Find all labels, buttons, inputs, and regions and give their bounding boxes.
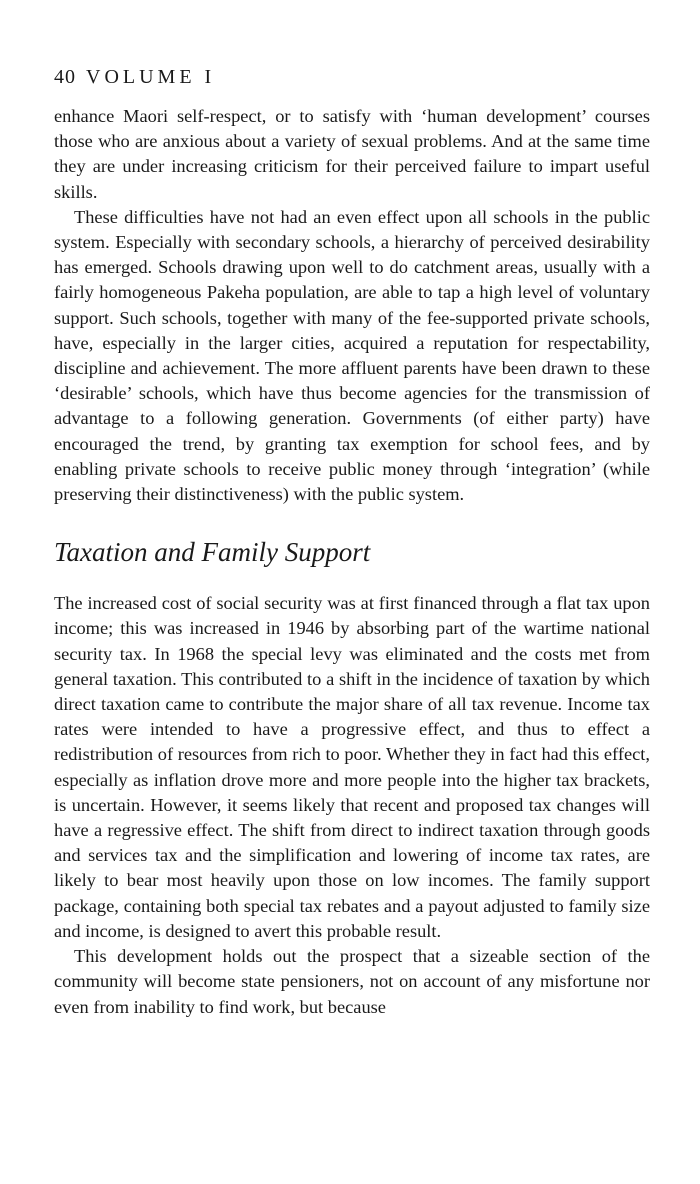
page-number: 40 [54, 66, 76, 88]
paragraph-continued: enhance Maori self-respect, or to satisfy with ‘human development’ courses those who are anxious about a variety of sexual problems. And at the same time they are under increasing criticism for their perceived failure to impart useful skills. [54, 106, 650, 202]
paragraph-development: This development holds out the prospect that a sizeable section of the community will become state pensioners, not on account of any misfortune nor even from inability to find work, but because [54, 946, 650, 1017]
body-text [54, 104, 650, 1020]
section-heading: Taxation and Family Support [54, 537, 371, 568]
volume-label: VOLUME I [86, 66, 216, 88]
paragraph-schools: These difficulties have not had an even effect upon all schools in the public system. Especially with secondary schools, a hierarchy of perceived desirability has emerged. Schools drawing upon well to do catchment areas, usually with a fairly homogeneous Pakeha population, are able to tap a high level of voluntary support. Such schools, together with many of the fee-supported private schools, have, especially in the larger cities, acquired a reputation for respectability, discipline and achievement. The more affluent parents have been drawn to these ‘desirable’ schools, which have thus become agencies for the transmission of advantage to a following generation. Governments (of either party) have encouraged the trend, by granting tax exemption for school fees, and by enabling private schools to receive public money through ‘integration’ (while preserving their distinctiveness) with the public system. [54, 206, 650, 505]
paragraph-taxation: The increased cost of social security was at first financed through a flat tax upon income; this was increased in 1946 by absorbing part of the wartime national security tax. In 1968 the special levy was eliminated and the costs met from general taxation. This contributed to a shift in the incidence of taxation by which direct taxation came to contribute the major share of all tax revenue. Income tax rates were intended to have a progressive effect, and thus to effect a redistribution of resources from rich to poor. Whether they in fact had this effect, especially as inflation drove more and more people into the higher tax brackets, is uncertain. However, it seems likely that recent and proposed tax changes will have a regressive effect. The shift from direct to indirect taxation through goods and services tax and the simplification and lowering of income tax rates, are likely to bear most heavily upon those on low incomes. The family support package, containing both special tax rebates and a payout adjusted to family size and income, is designed to avert this probable result. [54, 593, 650, 941]
running-head [54, 64, 650, 90]
